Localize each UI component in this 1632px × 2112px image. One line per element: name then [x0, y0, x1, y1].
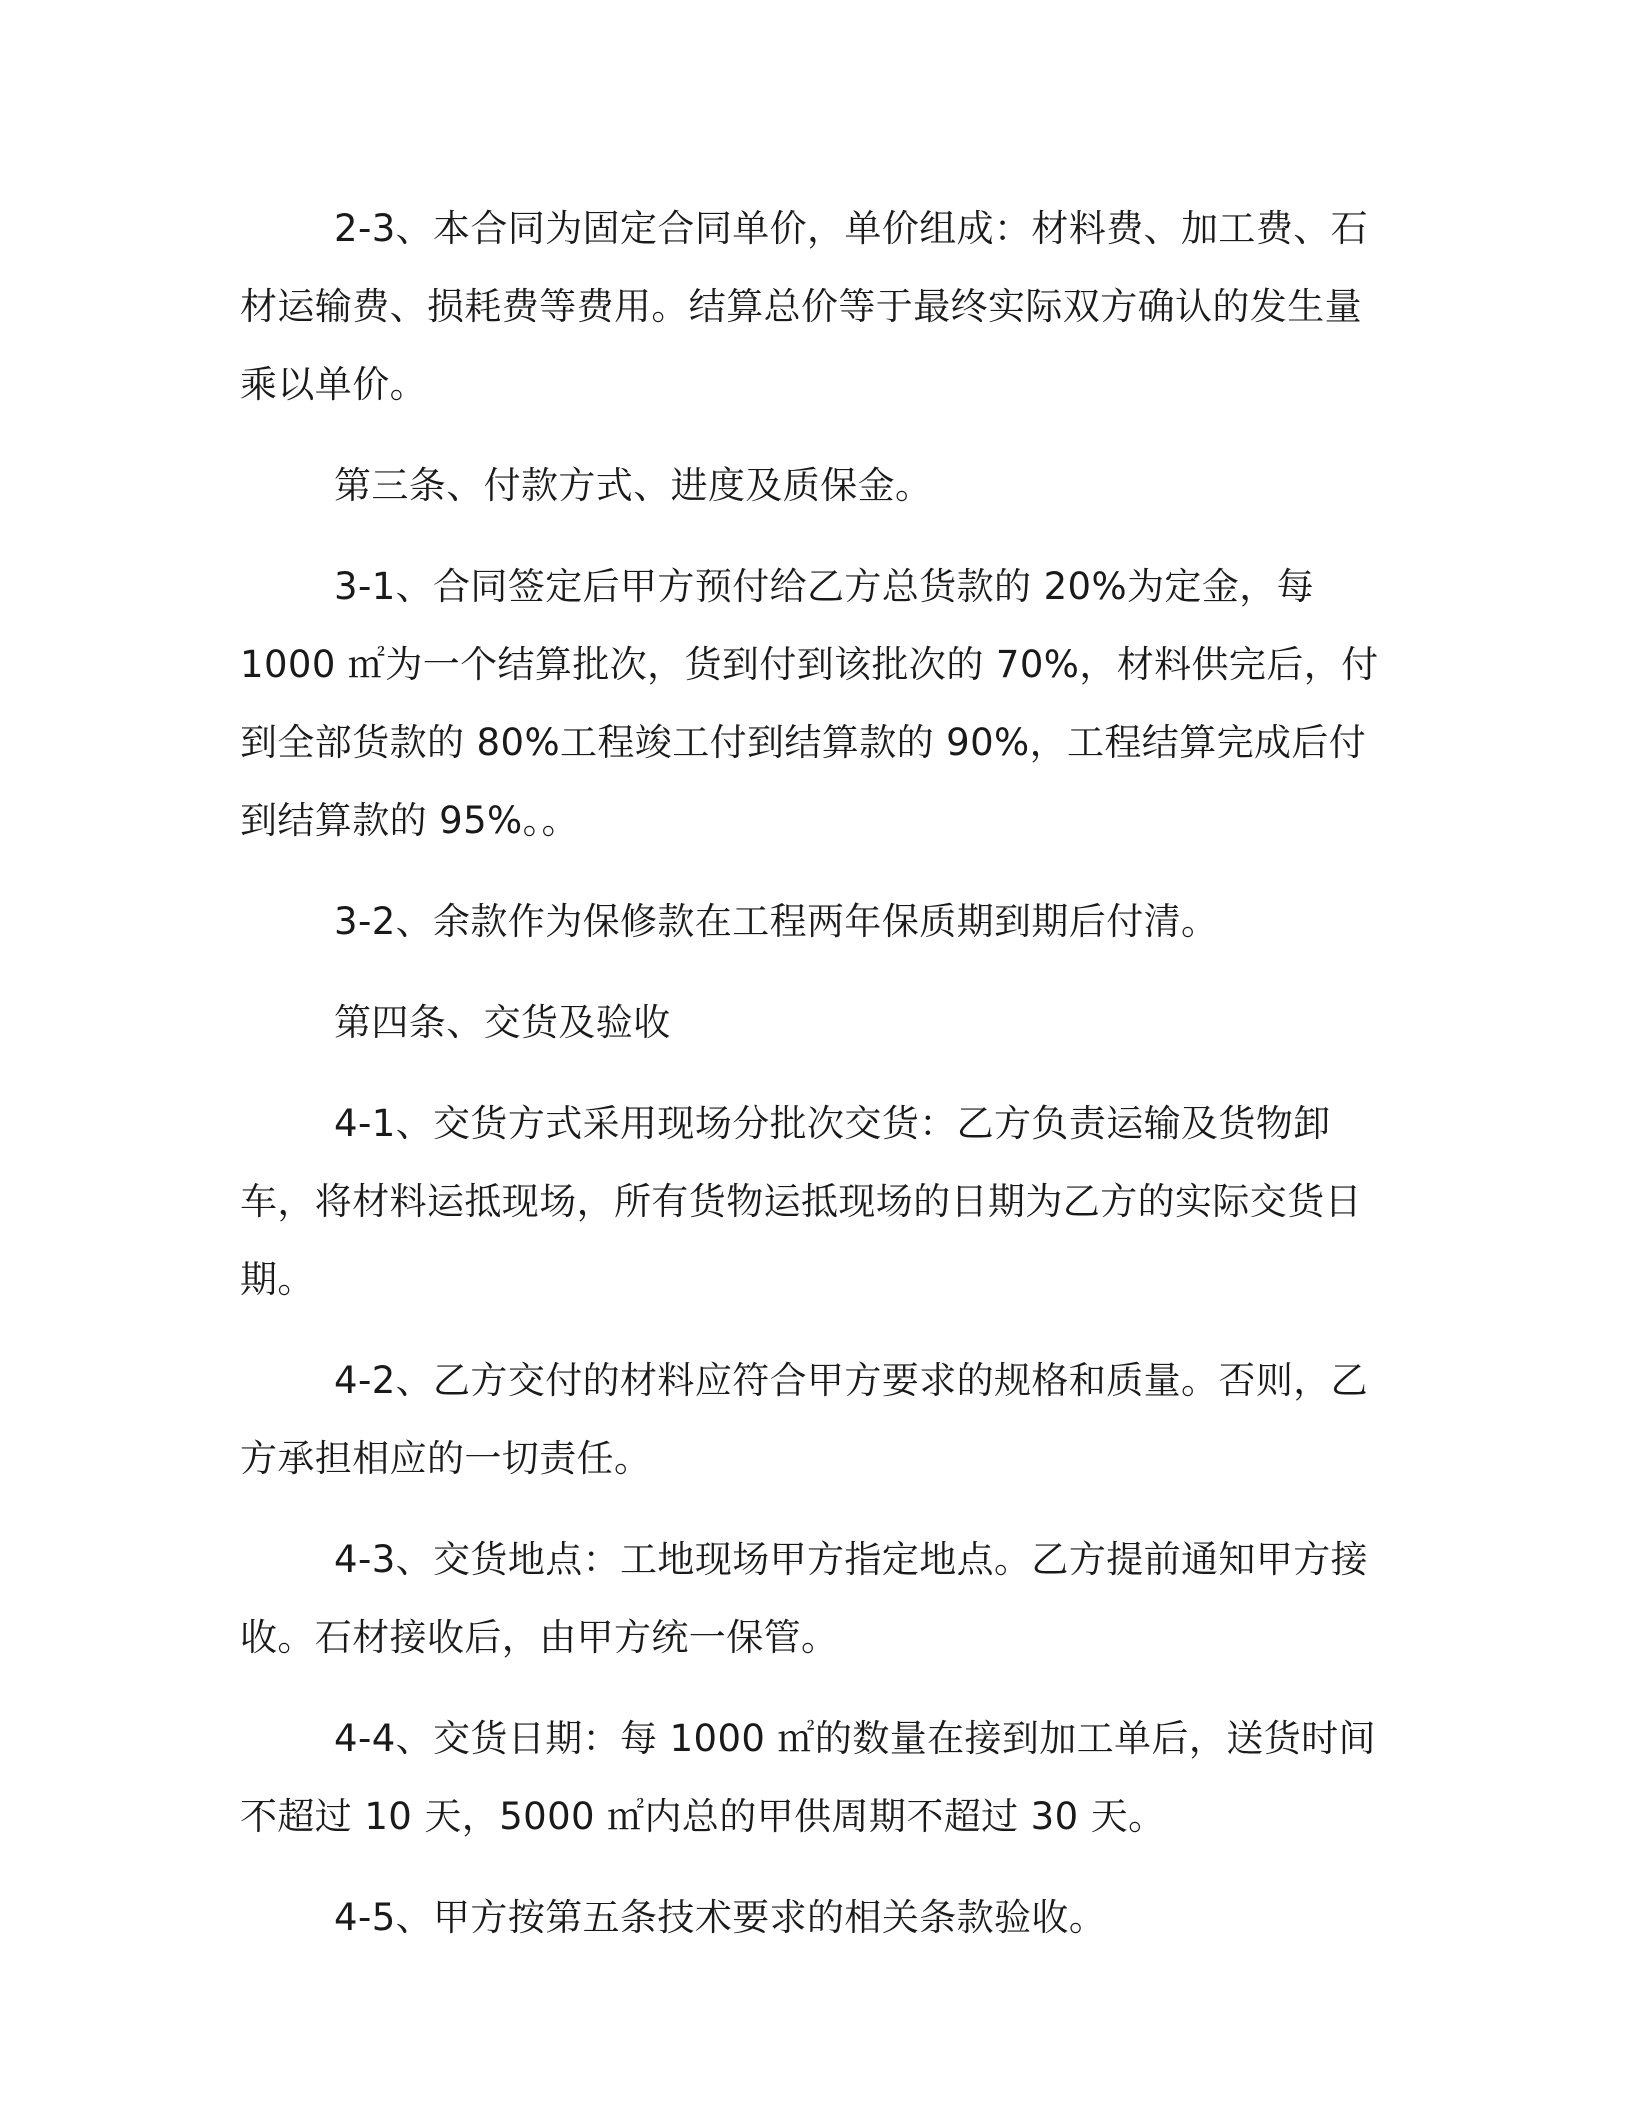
clause-4-5: 4-5、甲方按第五条技术要求的相关条款验收。	[334, 1896, 1107, 1939]
clause-3-2: 3-2、余款作为保修款在工程两年保质期到期后付清。	[334, 900, 1219, 943]
clause-2-3: 2-3、本合同为固定合同单价，单价组成：材料费、加工费、石材运输费、损耗费等费用。结算总价等于最终实际双方确认的发生量乘以单价。	[240, 207, 1369, 406]
clause-4-1: 4-1、交货方式采用现场分批次交货：乙方负责运输及货物卸车，将材料运抵现场，所有货物运抵现场的日期为乙方的实际交货日期。	[240, 1102, 1362, 1301]
clause-4-2: 4-2、乙方交付的材料应符合甲方要求的规格和质量。否则，乙方承担相应的一切责任。	[240, 1359, 1369, 1480]
clause-4-3: 4-3、交货地点：工地现场甲方指定地点。乙方提前通知甲方接收。石材接收后，由甲方统一保管。	[240, 1538, 1369, 1659]
document-body	[240, 190, 1390, 1980]
article-3-heading: 第三条、付款方式、进度及质保金。	[334, 464, 933, 507]
clause-3-1: 3-1、合同签定后甲方预付给乙方总货款的 20%为定金，每 1000 ㎡为一个结算批次，货到付到该批次的 70%，材料供完后，付到全部货款的 80%工程竣工付到结算款的 90%，工程结算完成后付到结算款的 95%。。	[240, 565, 1379, 842]
article-4-heading: 第四条、交货及验收	[334, 1001, 671, 1044]
clause-4-4: 4-4、交货日期：每 1000 ㎡的数量在接到加工单后，送货时间不超过 10 天，5000 ㎡内总的甲供周期不超过 30 天。	[240, 1717, 1376, 1838]
